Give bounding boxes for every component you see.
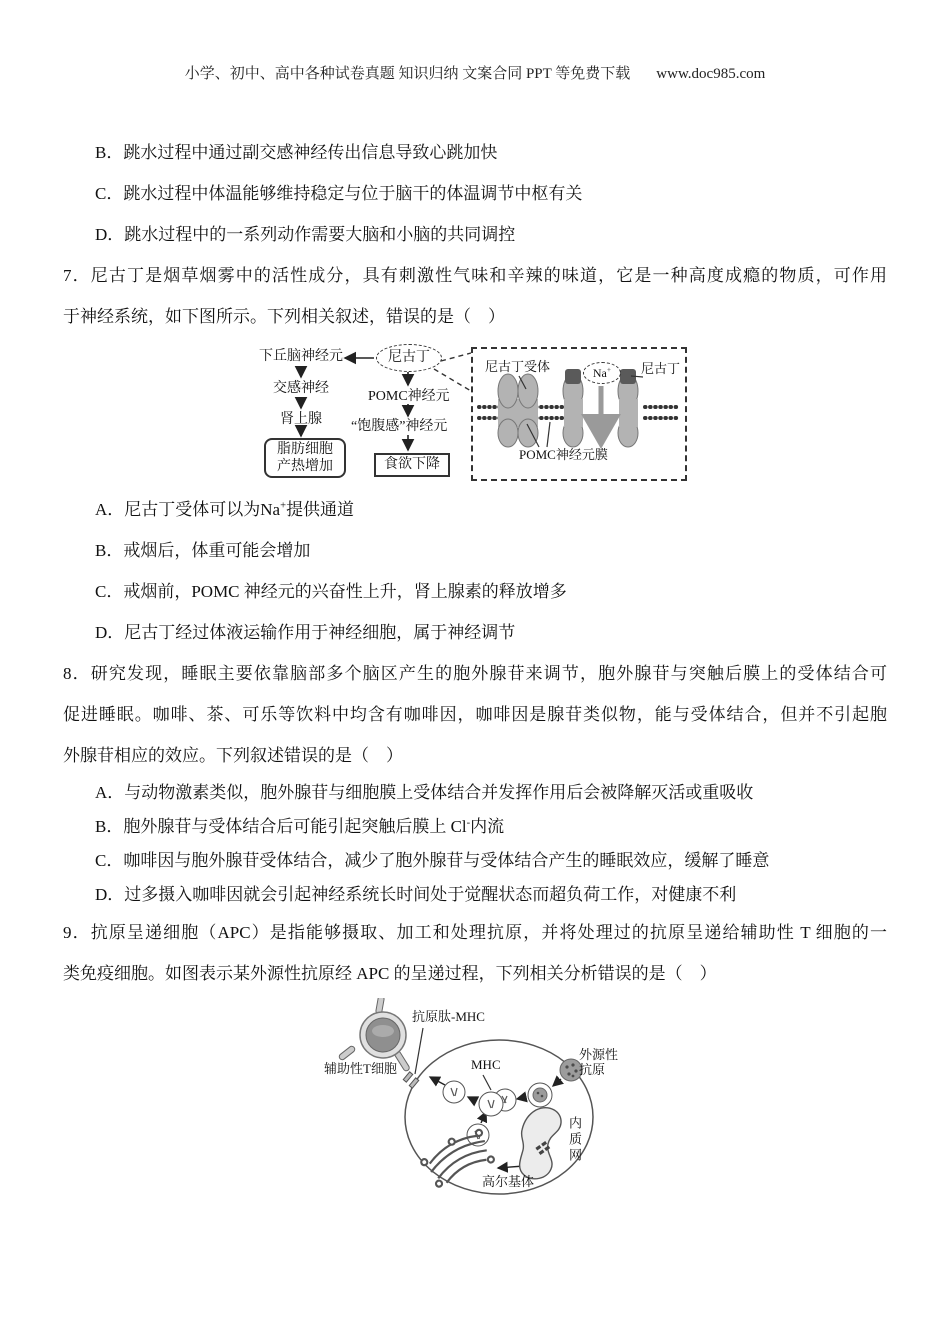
label-satiety-neuron: “饱腹感”神经元: [351, 419, 448, 434]
page-header: [0, 0, 950, 83]
q7-option-a: A．尼古丁受体可以为Na+提供通道: [95, 500, 355, 519]
q9-stem-line1: 9．抗原呈递细胞（APC）是指能够摄取、加工和处理抗原，并将处理过的抗原呈递给辅助性 T 细胞的一: [63, 923, 887, 942]
q8-stem-line2: 促进睡眠。咖啡、茶、可乐等饮料中均含有咖啡因，咖啡因是腺苷类似物，能与受体结合，但并不引起胞: [63, 705, 887, 724]
q9-stem-line2: 类免疫细胞。如图表示某外源性抗原经 APC 的呈递过程，下列相关分析错误的是（ ）: [63, 964, 717, 983]
label-er: 内质网: [566, 1116, 582, 1164]
label-golgi: 高尔基体: [482, 1174, 535, 1189]
label-mhc: MHC: [471, 1057, 501, 1072]
label-fat-cell-heat: 脂肪细胞 产热增加: [264, 438, 346, 478]
header-text: 小学、初中、高中各种试卷真题 知识归纳 文案合同 PPT 等免费下载: [184, 66, 631, 82]
endocytic-vesicle: [528, 1083, 552, 1107]
q8-option-d: D．过多摄入咖啡因就会引起神经系统长时间处于觉醒状态而超负荷工作，对健康不利: [95, 885, 737, 904]
q7-nicotine-diagram: [235, 339, 705, 487]
label-exogenous-antigen: 外源性 抗原: [579, 1047, 619, 1077]
q8-option-b: B．胞外腺苷与受体结合后可能引起突触后膜上 Cl-内流: [95, 817, 505, 836]
label-nicotine-receptor: 尼古丁受体: [485, 359, 551, 374]
exam-content: [63, 132, 887, 1203]
label-helper-t-cell: 辅助性T细胞: [324, 1061, 397, 1076]
label-hypothalamus-neuron: 下丘脑神经元: [259, 349, 343, 364]
transport-vesicle: [443, 1081, 465, 1103]
q8-stem-line3: 外腺苷相应的效应。下列叙述错误的是（ ）: [63, 746, 403, 765]
label-peptide-mhc: 抗原肽-MHC: [412, 1009, 485, 1024]
label-na-ion: Na+: [583, 362, 621, 384]
label-pomc-membrane: POMC神经元膜: [519, 447, 608, 462]
q8-option-a: A．与动物激素类似，胞外腺苷与细胞膜上受体结合并发挥作用后会被降解灭活或重吸收: [95, 783, 754, 802]
q7-stem-line2: 于神经系统，如下图所示。下列相关叙述，错误的是（ ）: [63, 307, 505, 326]
q6-option-b: B．跳水过程中通过副交感神经传出信息导致心跳加快: [95, 143, 498, 162]
label-nicotine-molecule: 尼古丁: [641, 361, 681, 376]
q7-option-c: C．戒烟前，POMC 神经元的兴奋性上升，肾上腺素的释放增多: [95, 582, 567, 601]
label-adrenal-gland: 肾上腺: [280, 412, 322, 427]
q9-diagram-canvas: [320, 998, 632, 1203]
q9-apc-diagram: [320, 998, 632, 1203]
q7-option-b: B．戒烟后，体重可能会增加: [95, 541, 311, 560]
header-url: www.doc985.com: [656, 66, 766, 82]
q6-option-c: C．跳水过程中体温能够维持稳定与位于脑干的体温调节中枢有关: [95, 184, 583, 203]
q6-option-d: D．跳水过程中的一系列动作需要大脑和小脑的共同调控: [95, 225, 516, 244]
q7-stem-line1: 7．尼古丁是烟草烟雾中的活性成分，具有刺激性气味和辛辣的味道，它是一种高度成瘾的物质，可作用: [63, 266, 887, 285]
label-pomc-neuron: POMC神经元: [368, 389, 450, 404]
label-nicotine-source: 尼古丁: [376, 344, 442, 372]
label-sympathetic-nerve: 交感神经: [273, 381, 329, 396]
label-appetite-down: 食欲下降: [374, 453, 450, 477]
q7-option-d: D．尼古丁经过体液运输作用于神经细胞，属于神经调节: [95, 623, 516, 642]
q8-stem-line1: 8．研究发现，睡眠主要依靠脑部多个脑区产生的胞外腺苷来调节，胞外腺苷与突触后膜上的受体结合可: [63, 664, 887, 683]
q8-option-c: C．咖啡因与胞外腺苷受体结合，减少了胞外腺苷与受体结合产生的睡眠效应，缓解了睡意: [95, 851, 770, 870]
